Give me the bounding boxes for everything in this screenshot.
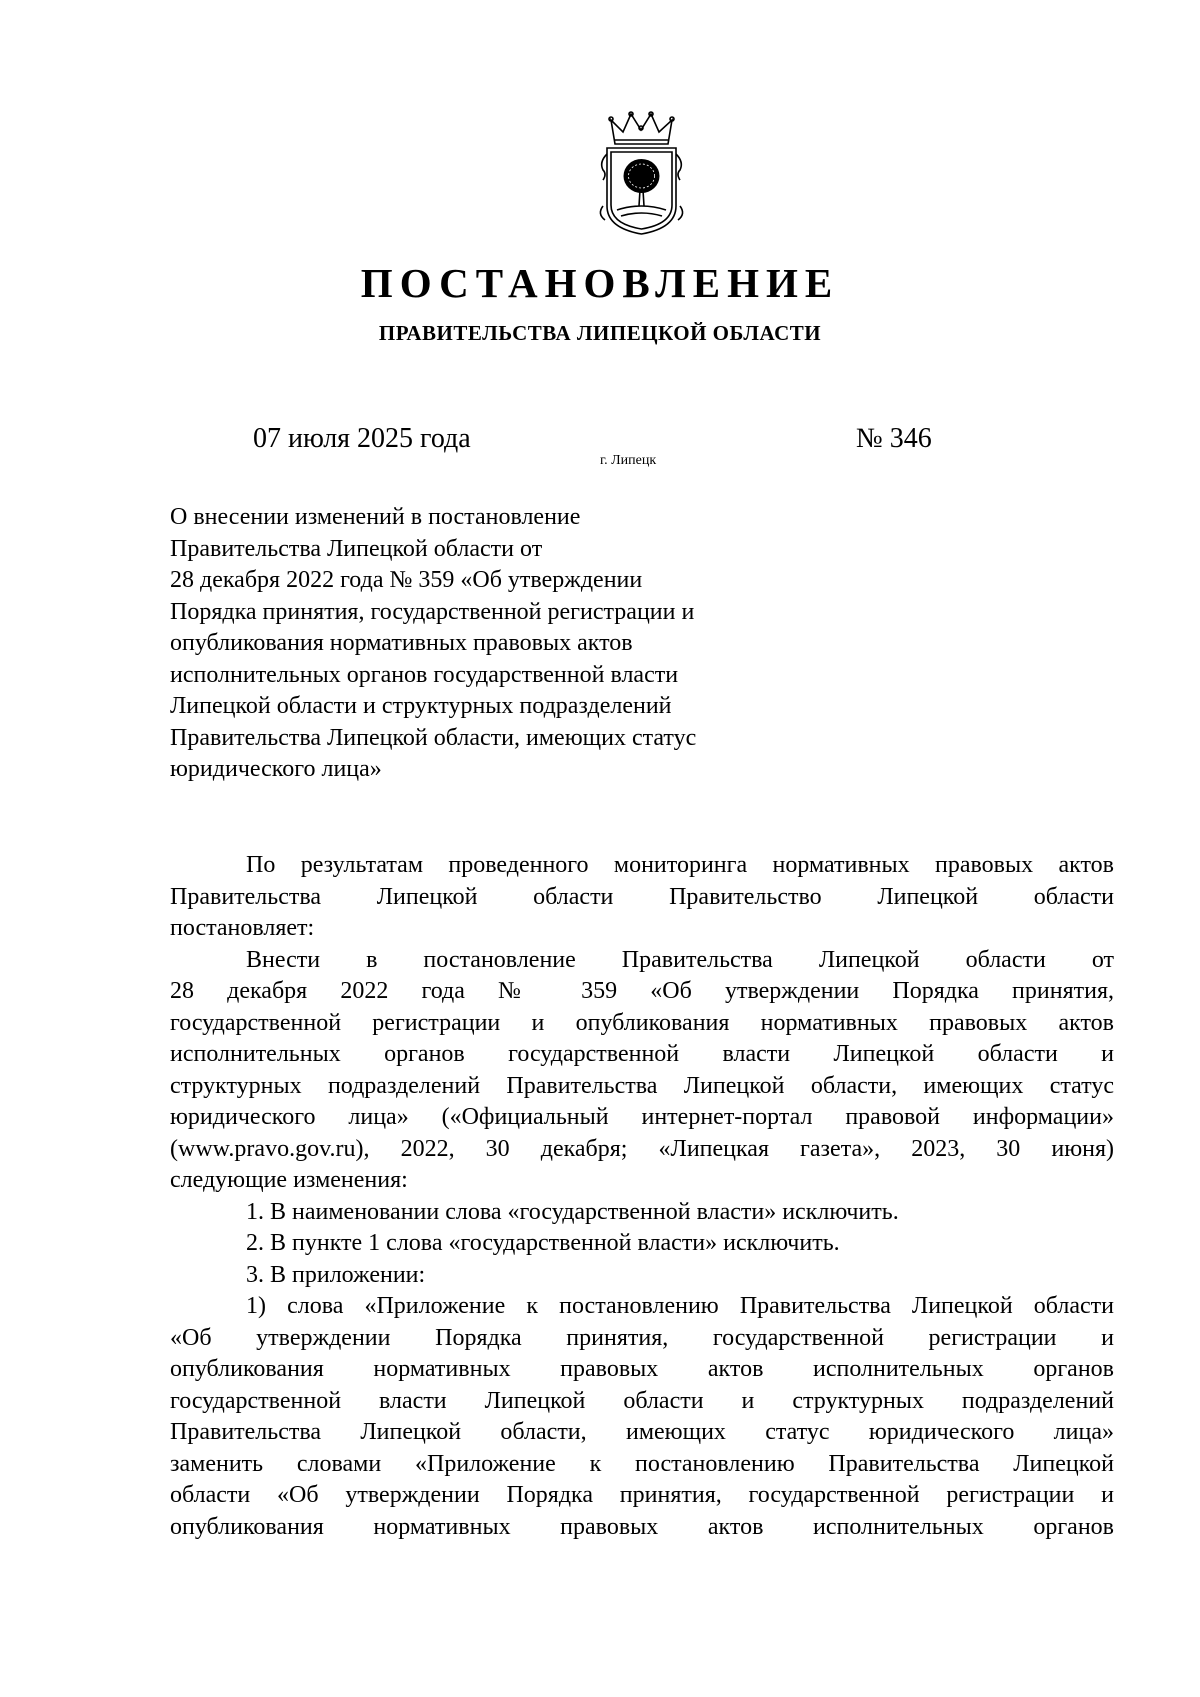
issuing-authority: ПРАВИТЕЛЬСТВА ЛИПЕЦКОЙ ОБЛАСТИ <box>378 321 822 345</box>
document-body <box>170 850 1114 1543</box>
body-line: области «Об утверждении Порядка принятия, государственной регистрации и <box>170 1482 1114 1508</box>
heading-line: Правительства Липецкой области от <box>170 535 543 562</box>
heading-line: Правительства Липецкой области, имеющих статус <box>170 724 697 751</box>
body-line: 1) слова «Приложение к постановлению Правительства Липецкой области <box>246 1293 1114 1319</box>
body-line: государственной регистрации и опубликования нормативных правовых актов <box>170 1009 1114 1036</box>
body-line: Правительства Липецкой области, имеющих статус юридического лица» <box>170 1419 1114 1445</box>
document-heading <box>170 502 790 786</box>
body-line: постановляет: <box>170 915 315 941</box>
body-line: юридического лица» («Официальный интернет-портал правовой информации» <box>170 1104 1114 1130</box>
body-line: опубликования нормативных правовых актов исполнительных органов <box>170 1356 1114 1382</box>
document-title: ПОСТАНОВЛЕНИЕ <box>360 260 840 306</box>
body-line: 28 декабря 2022 года № 359 «Об утверждении Порядка принятия, <box>170 978 1114 1004</box>
body-line: По результатам проведенного мониторинга нормативных правовых актов <box>246 852 1114 878</box>
coat-of-arms-emblem <box>595 110 688 240</box>
heading-line: Липецкой области и структурных подразделений <box>170 693 672 719</box>
heading-line: юридического лица» <box>170 756 382 782</box>
document-city: г. Липецк <box>600 453 657 468</box>
body-line: заменить словами «Приложение к постановлению Правительства Липецкой <box>170 1450 1114 1477</box>
amendment-item: 2. В пункте 1 слова «государственной власти» исключить. <box>246 1230 840 1256</box>
body-line: исполнительных органов государственной власти Липецкой области и <box>170 1041 1114 1067</box>
body-line: «Об утверждении Порядка принятия, государственной регистрации и <box>170 1324 1114 1351</box>
amendment-item: 3. В приложении: <box>246 1261 426 1288</box>
body-line: Внести в постановление Правительства Липецкой области от <box>246 946 1114 973</box>
document-number: № 346 <box>856 423 932 454</box>
body-line: Правительства Липецкой области Правительство Липецкой области <box>170 883 1114 910</box>
document-date: 07 июля 2025 года <box>253 423 471 454</box>
heading-line: 28 декабря 2022 года № 359 «Об утверждении <box>170 567 643 593</box>
body-line: опубликования нормативных правовых актов исполнительных органов <box>170 1513 1114 1540</box>
heading-line: О внесении изменений в постановление <box>170 504 581 530</box>
amendment-item: 1. В наименовании слова «государственной власти» исключить. <box>246 1198 899 1225</box>
heading-line: исполнительных органов государственной власти <box>170 661 679 688</box>
body-line: (www.pravo.gov.ru), 2022, 30 декабря; «Липецкая газета», 2023, 30 июня) <box>170 1135 1114 1162</box>
heading-line: опубликования нормативных правовых актов <box>170 630 633 656</box>
heading-line: Порядка принятия, государственной регистрации и <box>170 598 695 625</box>
body-line: следующие изменения: <box>170 1167 408 1193</box>
body-line: структурных подразделений Правительства Липецкой области, имеющих статус <box>170 1072 1114 1099</box>
body-line: государственной власти Липецкой области и структурных подразделений <box>170 1387 1114 1414</box>
